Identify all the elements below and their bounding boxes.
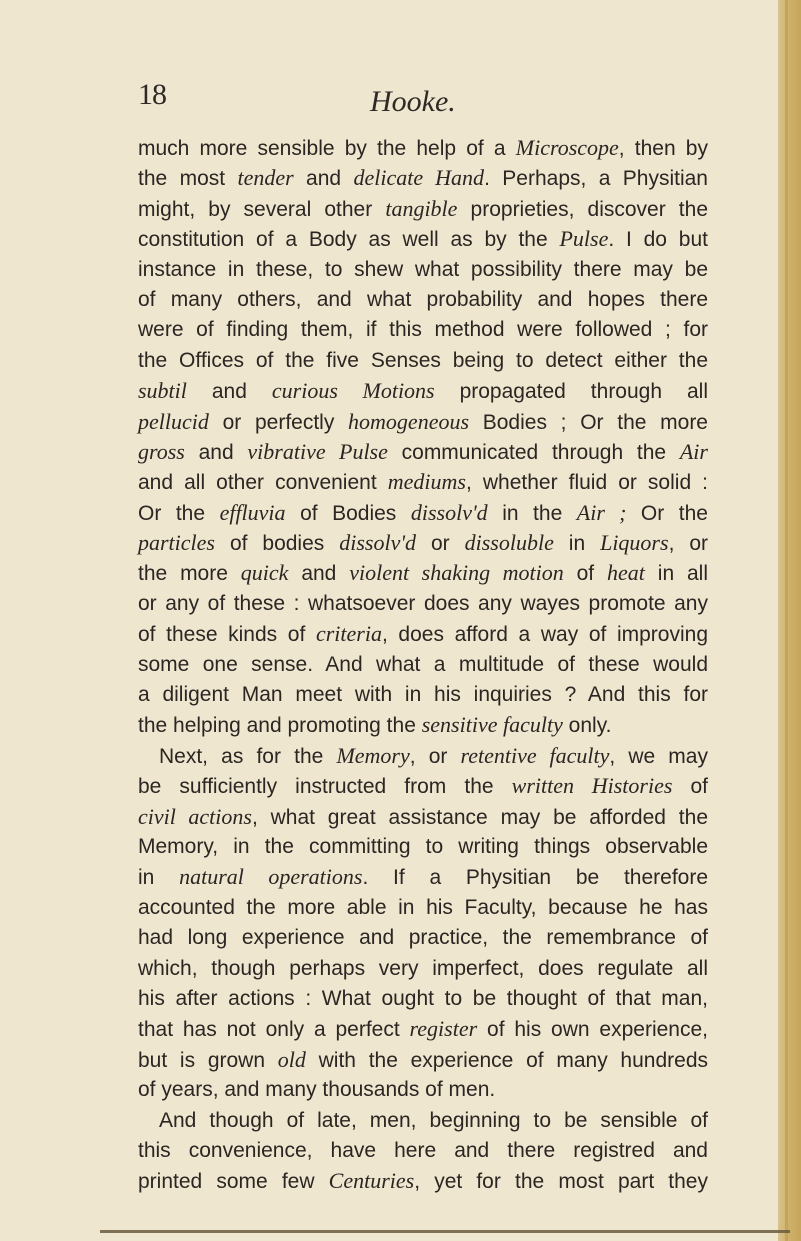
text-line xyxy=(138,984,708,1014)
text-line xyxy=(138,1014,708,1044)
text-run: that has not only a perfect xyxy=(138,1018,410,1042)
italic-phrase: Microscope xyxy=(515,135,619,160)
text-line xyxy=(138,589,708,619)
text-run: , or xyxy=(668,532,709,556)
text-run: or perfectly xyxy=(208,410,349,434)
italic-phrase: subtil xyxy=(138,378,187,404)
text-line xyxy=(138,1136,708,1166)
text-run: and xyxy=(184,440,248,464)
page-number: 18 xyxy=(138,78,166,111)
italic-phrase: dissolv'd xyxy=(339,530,417,556)
italic-phrase: curious Motions xyxy=(271,378,435,404)
text-run: the more xyxy=(138,562,241,586)
text-run: or xyxy=(416,532,465,556)
text-run: proprieties, discover the xyxy=(457,197,709,221)
text-run: of his own experience, xyxy=(477,1018,708,1042)
text-line xyxy=(138,437,708,467)
italic-phrase: mediums xyxy=(387,469,466,495)
text-run: constitution of a Body as well as by the xyxy=(138,228,560,252)
text-line xyxy=(138,893,708,923)
text-run: , we may xyxy=(609,744,708,768)
text-line xyxy=(138,133,708,163)
text-line xyxy=(138,285,708,315)
italic-phrase: homogeneous xyxy=(348,408,470,434)
body-text xyxy=(138,133,708,1197)
text-run: Memory, in the committing to writing things observable xyxy=(138,834,708,858)
text-line xyxy=(138,954,708,984)
text-line xyxy=(138,558,708,588)
page-bottom-edge xyxy=(100,1230,790,1233)
italic-phrase: quick xyxy=(240,560,289,586)
italic-phrase: tangible xyxy=(385,195,458,221)
text-run: or any of these : whatsoever does any wayes promote any xyxy=(138,591,708,615)
text-run: the Offices of the five Senses being to detect either the xyxy=(138,348,708,372)
italic-phrase: vibrative Pulse xyxy=(247,438,388,464)
italic-phrase: dissolv'd xyxy=(410,499,488,525)
text-line xyxy=(138,224,708,254)
italic-phrase: Memory xyxy=(336,742,410,768)
text-run: of xyxy=(672,775,708,799)
text-line xyxy=(138,1075,708,1105)
text-run: of bodies xyxy=(215,532,340,556)
text-line xyxy=(138,467,708,497)
text-line xyxy=(138,710,708,740)
text-line xyxy=(138,680,708,710)
text-run: of Bodies xyxy=(285,501,411,525)
text-run: the most xyxy=(138,167,238,191)
italic-phrase: Pulse xyxy=(559,226,609,252)
text-line xyxy=(138,923,708,953)
text-line xyxy=(138,619,708,649)
text-run: some one sense. And what a multitude of these would xyxy=(138,652,708,676)
text-line xyxy=(138,741,708,771)
text-run: of xyxy=(563,562,608,586)
text-run: propagated through all xyxy=(434,380,708,404)
text-run: , what great assistance may be afforded the xyxy=(251,805,708,829)
text-run: accounted the more able in his Faculty, because he has xyxy=(138,895,708,919)
page-edge xyxy=(778,0,801,1241)
italic-phrase: particles xyxy=(138,530,215,556)
text-line xyxy=(138,1106,708,1136)
text-line xyxy=(138,163,708,193)
italic-phrase: dissoluble xyxy=(464,530,554,556)
text-run: much more sensible by the help of a xyxy=(138,137,516,160)
text-run: , then by xyxy=(618,137,708,160)
text-run: Or the xyxy=(626,501,708,525)
text-run: in xyxy=(138,866,180,890)
text-run: printed some few xyxy=(138,1170,329,1194)
italic-phrase: sensitive faculty xyxy=(421,712,563,738)
text-run: and xyxy=(293,167,354,191)
text-run: his after actions : What ought to be thought of that man, xyxy=(138,986,708,1010)
italic-phrase: Air xyxy=(679,438,708,464)
italic-phrase: register xyxy=(409,1016,478,1042)
text-run: of many others, and what probability and hopes there xyxy=(138,287,708,311)
text-run: in the xyxy=(487,501,577,525)
text-run: of years, and many thousands of men. xyxy=(138,1078,496,1102)
text-run: the helping and promoting the xyxy=(138,714,422,738)
text-line xyxy=(138,255,708,285)
text-line xyxy=(138,650,708,680)
text-run: in all xyxy=(644,562,709,586)
text-run: and xyxy=(288,562,350,586)
italic-phrase: gross xyxy=(138,438,185,464)
text-run: in xyxy=(553,532,601,556)
italic-phrase: old xyxy=(277,1046,306,1072)
italic-phrase: tender xyxy=(237,165,294,191)
text-line xyxy=(138,528,708,558)
text-line xyxy=(138,771,708,801)
italic-phrase: Liquors xyxy=(600,530,669,556)
italic-phrase: written Histories xyxy=(511,773,673,799)
text-run: might, by several other xyxy=(138,197,386,221)
text-line xyxy=(138,802,708,832)
italic-phrase: violent shaking motion xyxy=(349,560,564,586)
text-line xyxy=(138,1045,708,1075)
text-run: . I do but xyxy=(608,228,708,252)
text-run: instance in these, to shew what possibility there may be xyxy=(138,257,708,281)
text-line xyxy=(138,862,708,892)
italic-phrase: effluvia xyxy=(219,499,286,525)
italic-phrase: civil actions xyxy=(138,803,252,829)
text-run: but is grown xyxy=(138,1048,278,1072)
running-head: Hooke. xyxy=(370,85,456,118)
text-line xyxy=(138,498,708,528)
italic-phrase: heat xyxy=(607,560,645,586)
text-run: Bodies ; Or the more xyxy=(469,410,708,434)
text-line xyxy=(138,832,708,862)
text-run: communicated through the xyxy=(387,440,680,464)
text-run: , whether fluid or solid : xyxy=(465,471,709,495)
text-line xyxy=(138,1166,708,1196)
italic-phrase: pellucid xyxy=(138,408,209,434)
text-run: which, though perhaps very imperfect, does regulate all xyxy=(138,956,708,980)
italic-phrase: Centuries xyxy=(328,1168,415,1194)
text-run: only. xyxy=(562,714,612,738)
text-run: and xyxy=(186,380,272,404)
text-run: , does afford a way of improving xyxy=(381,623,708,647)
text-run: of these kinds of xyxy=(138,623,316,647)
text-run: had long experience and practice, the remembrance of xyxy=(138,926,708,950)
text-run: be sufficiently instructed from the xyxy=(138,775,512,799)
text-line xyxy=(138,315,708,345)
italic-phrase: retentive faculty xyxy=(460,742,610,768)
italic-phrase: natural operations xyxy=(179,864,363,890)
text-line xyxy=(138,346,708,376)
text-run: , yet for the most part they xyxy=(414,1170,708,1194)
italic-phrase: criteria xyxy=(315,621,382,647)
text-run: . If a Physitian be therefore xyxy=(362,866,708,890)
text-run: and all other convenient xyxy=(138,471,388,495)
text-run: Next, as for the xyxy=(159,744,337,768)
italic-phrase: delicate Hand xyxy=(353,165,485,191)
text-run: a diligent Man meet with in his inquiries ? And this for xyxy=(138,683,708,707)
text-line xyxy=(138,376,708,406)
text-run: , or xyxy=(409,744,461,768)
text-run: And though of late, men, beginning to be sensible of xyxy=(159,1108,708,1132)
text-run: with the experience of many hundreds xyxy=(305,1048,708,1072)
text-line xyxy=(138,194,708,224)
text-run: Or the xyxy=(138,501,220,525)
italic-phrase: Air ; xyxy=(576,499,627,525)
text-run: this convenience, have here and there registred and xyxy=(138,1138,708,1162)
text-run: . Perhaps, a Physitian xyxy=(484,167,708,191)
text-run: were of finding them, if this method were followed ; for xyxy=(138,318,708,342)
text-line xyxy=(138,407,708,437)
